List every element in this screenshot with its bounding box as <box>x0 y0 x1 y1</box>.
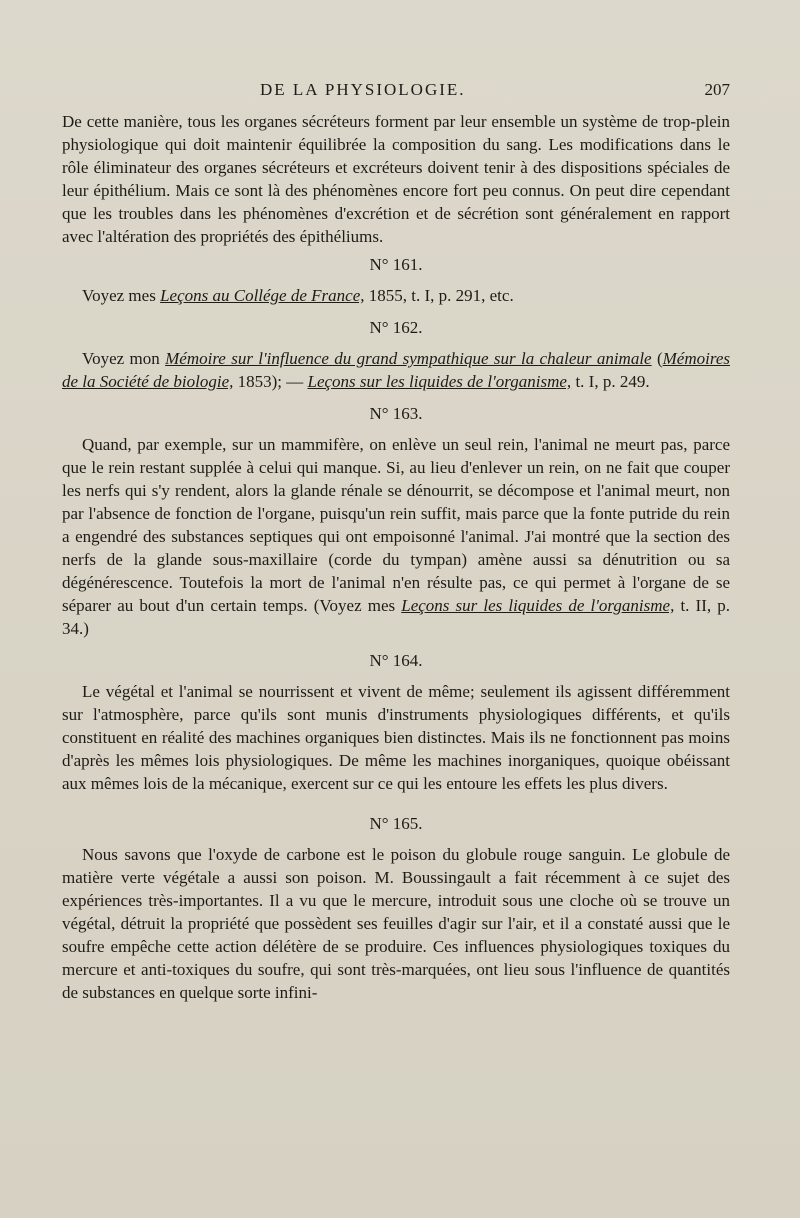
para-163-body: Quand, par exemple, sur un mammifère, on enlève un seul rein, l'animal ne meurt pas, parce que le rein restant supplée à celui qui manque. Si, au lieu d'enlever un rein, on ne fait que couper les nerfs qui s'y rendent, alors la glande rénale se dénourrit, se décompose et l'animal meurt, non par l'absence de fonction de l'organe, puisqu'un rein suffit, mais parce que la fonte putride du rein a engendré des substances septiques qui ont empoisonné l'animal. J'ai montré que la section des nerfs de la glande sous-maxillaire (corde du tympan) amène aussi sa dénutrition ou sa dégénérescence. Toutefois la mort de l'animal n'en résulte pas, ce qui permet à l'organe de se séparer au bout d'un certain temps. (Voyez mes <box>62 435 730 615</box>
ref-162-mid: 1853); — <box>233 372 308 391</box>
section-number-162: N° 162. <box>369 318 423 337</box>
para-163-title: Leçons sur les liquides de l'organisme, <box>401 596 675 615</box>
page-content <box>62 80 730 1004</box>
paragraph-165: Nous savons que l'oxyde de carbone est le poison du globule rouge sanguin. Le globule de matière verte végétale a aussi son poison. M. Boussingault a fait récemment à ce sujet des expériences très-importantes. Il a vu que le mercure, introduit sous une cloche où se trouve un végétal, détruit la propriété que possèdent ses feuilles d'agir sur l'air, et il a constaté aussi que le soufre empêche cette action délétère de se produire. Ces influences physiologiques toxiques du mercure et anti-toxiques du soufre, qui sont très-marquées, ont lieu sous l'influence de quantités de substances en quelque sorte infini- <box>62 845 730 1002</box>
section-number-165: N° 165. <box>369 814 423 833</box>
ref-161-tail: 1855, t. I, p. 291, etc. <box>364 286 514 305</box>
section-number-161: N° 161. <box>369 255 423 274</box>
ref-162-subtitle: Mémoires de la Société de biologie, <box>62 349 730 391</box>
paragraph-164: Le végétal et l'animal se nourrissent et vivent de même; seulement ils agissent différemment sur l'atmosphère, parce qu'ils sont munis d'instruments physiologiques différents, et qu'ils constituent en réalité des machines organiques bien distinctes. Mais ils ne fonctionnent pas moins d'après les mêmes lois physiologiques. De même les machines inorganiques, quoique obéissant aux mêmes lois de la mécanique, exercent sur ce qui les entoure les effets les plus divers. <box>62 682 730 793</box>
paragraph-163 <box>62 433 730 640</box>
running-head <box>62 80 730 106</box>
reference-161 <box>62 284 730 307</box>
running-title: DE LA PHYSIOLOGIE. <box>260 80 466 99</box>
ref-162-lead: Voyez mon <box>82 349 166 368</box>
para-163-tail: t. II, p. 34.) <box>62 596 731 638</box>
reference-162 <box>62 347 730 393</box>
ref-161-title: Leçons au Collége de France, <box>160 286 365 305</box>
ref-162-title2: Leçons sur les liquides de l'organisme, <box>307 372 572 391</box>
page-number: 207 <box>704 80 730 99</box>
ref-162-tail: t. I, p. 249. <box>571 372 650 391</box>
section-number-164: N° 164. <box>369 651 423 670</box>
section-number-163: N° 163. <box>369 404 423 423</box>
ref-162-title: Mémoire sur l'influence du grand sympathique sur la chaleur animale <box>165 349 652 368</box>
ref-162-open: ( <box>651 349 663 368</box>
paragraph-intro: De cette manière, tous les organes sécréteurs forment par leur ensemble un système de trop-plein physiologique qui doit maintenir équilibrée la composition du sang. Les modifications dans le rôle éliminateur des organes sécréteurs et excréteurs doivent tenir à des dispositions spéciales de leur épithélium. Mais ce sont là des phénomènes encore fort peu connus. On peut dire cependant que les troubles dans les phénomènes d'excrétion et de sécrétion sont généralement en rapport avec l'altération des propriétés des épithéliums. <box>62 112 730 246</box>
ref-161-lead: Voyez mes <box>82 286 161 305</box>
